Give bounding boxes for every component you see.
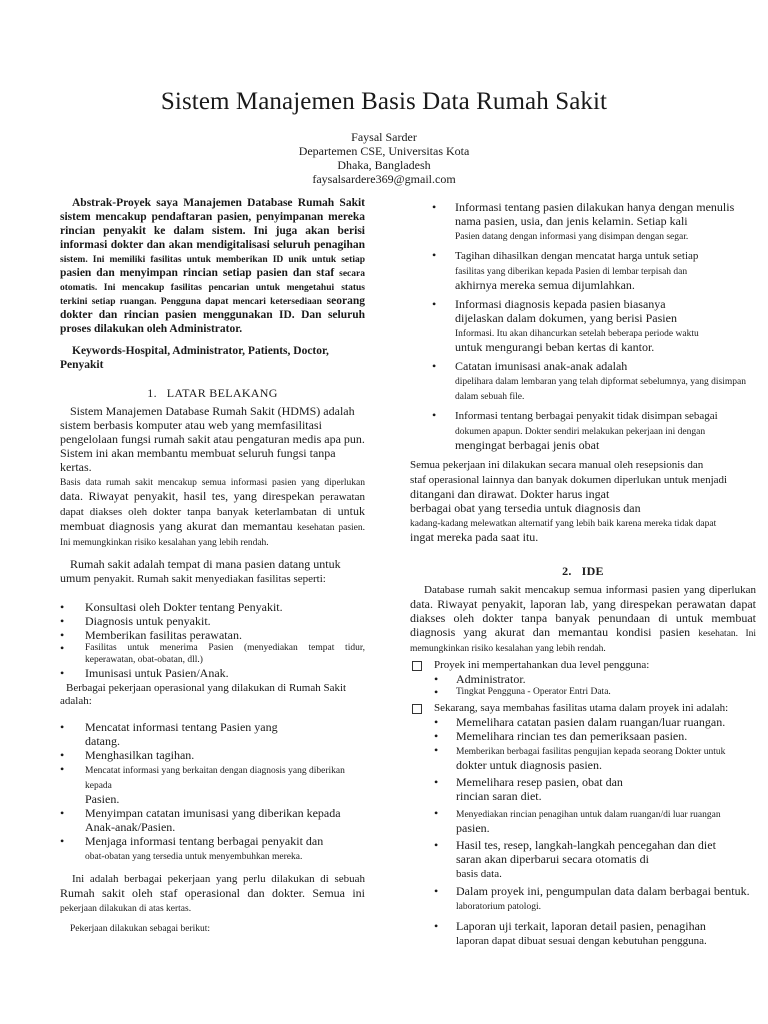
text-line: kadang-kadang melewatkan alternatif yang lebih baik karena mereka tidak dapat <box>410 519 717 529</box>
text-line: data. Riwayat penyakit, hasil tes, yang direspekan <box>60 489 315 503</box>
text-line: Semua pekerjaan ini dilakukan secara manual oleh resepsionis dan <box>410 459 704 471</box>
list-item-text: dipelihara dalam lembaran yang telah dipformat sebelumnya, yang disimpan <box>455 377 746 387</box>
text-line: Rumah sakit adalah tempat di mana pasien datang untuk umum <box>60 557 341 585</box>
list-item: • Memelihara rincian tes dan pemeriksaan pasien. <box>434 729 688 743</box>
checkbox-icon <box>412 661 422 671</box>
list-item: • Tingkat Pengguna - Operator Entri Data. <box>434 685 611 699</box>
facilities-list <box>410 715 756 948</box>
author-city: Dhaka, Bangladesh <box>337 158 431 172</box>
abstract-line: pasien dan menyimpan rincian setiap pasien dan staf <box>60 267 335 279</box>
list-item-text: Menyimpan catatan imunisasi yang diberikan kepada <box>85 806 341 820</box>
list-item-text: Diagnosis untuk penyakit. <box>85 614 211 628</box>
list-item-text: Laporan uji terkait, laporan detail pasien, penagihan <box>456 919 706 933</box>
text-line: pekerjaan dilakukan di atas kertas. <box>60 904 192 914</box>
list-item: • Tagihan dihasilkan dengan mencatat harga untuk setiap fasilitas yang diberikan kepada Pasien di lembar terpisah dan akhirnya mereka semua dijumlahkan. <box>432 248 699 292</box>
list-item: • Diagnosis untuk penyakit. <box>60 614 211 628</box>
paper-title: Sistem Manajemen Basis Data Rumah Sakit <box>160 88 608 115</box>
list-item-text: Memelihara resep pasien, obat dan <box>456 775 623 789</box>
user-levels-list <box>410 672 756 698</box>
text-line: ditangani dan dirawat. Dokter harus ingat <box>410 487 610 501</box>
section-title: LATAR BELAKANG <box>166 386 278 400</box>
list-item-text: laboratorium patologi. <box>456 902 541 912</box>
keywords-line: Keywords-Hospital, Administrator, Patients, Doctor, <box>72 345 329 357</box>
background-paragraph-2 <box>60 474 365 549</box>
list-item-text: obat-obatan yang tersedia untuk menyembuhkan mereka. <box>85 852 303 862</box>
list-item-text: fasilitas yang diberikan kepada Pasien di lembar terpisah dan <box>455 267 688 277</box>
list-item: • Informasi diagnosis kepada pasien biasanya dijelaskan dalam dokumen, yang berisi Pasien Informasi. Itu akan dihancurkan setelah beberapa periode waktu untuk mengurangi beban kertas di kantor. <box>432 297 699 354</box>
facility-list <box>60 600 365 680</box>
author-name: Faysal Sarder <box>351 130 417 144</box>
list-item: • Menjaga informasi tentang berbagai penyakit dan obat-obatan yang tersedia untuk menyembuhkan mereka. <box>60 834 324 862</box>
work-intro: Pekerjaan dilakukan sebagai berikut: <box>70 924 211 934</box>
list-item-text: dalam sebuah file. <box>455 392 525 402</box>
operations-intro: Berbagai pekerjaan operasional yang dilakukan di Rumah Sakit adalah: <box>60 682 347 707</box>
list-item: • Konsultasi oleh Dokter tentang Penyakit. <box>60 600 283 614</box>
section-title: IDE <box>581 564 604 578</box>
list-item-text: Mencatat informasi tentang Pasien yang <box>85 720 278 734</box>
section-number: 2. <box>562 564 572 578</box>
list-item-text: Dalam proyek ini, pengumpulan data dalam berbagai bentuk. <box>456 884 750 898</box>
abstract-line: status terkini setiap ruangan. Pengguna dapat mencari ketersediaan <box>60 283 365 307</box>
list-item-text: saran akan diperbarui secara otomatis di <box>456 852 649 866</box>
list-item-text: Hasil tes, resep, langkah-langkah pencegahan dan diet <box>456 838 716 852</box>
text-line: Rumah sakit oleh staf operasional dan dokter. Semua ini <box>60 886 365 900</box>
text-line: Basis data rumah sakit mencakup semua informasi pasien yang diperlukan <box>60 478 365 488</box>
text-line: fungsi rumah sakit atau pengaturan medis apa pun. Sistem ini <box>60 432 365 460</box>
operations-list <box>60 720 365 863</box>
section-heading-ide <box>410 564 756 578</box>
text-line: Ini adalah berbagai pekerjaan yang perlu dilakukan di sebuah <box>72 873 365 885</box>
list-item-text: basis data. <box>456 868 502 880</box>
list-item-text: Menjaga informasi tentang berbagai penyakit dan <box>85 834 324 848</box>
abstract-line: seluruh proses dilakukan oleh Administrator. <box>60 309 366 335</box>
list-item-text: Memberikan berbagai fasilitas pengujian kepada seorang Dokter untuk <box>456 747 726 757</box>
list-item: • Menghasilkan tagihan. <box>60 748 195 762</box>
operations-summary <box>60 871 365 915</box>
list-item: • Mencatat informasi yang berkaitan dengan diagnosis yang diberikan kepada Pasien. <box>60 762 345 806</box>
text-line: untuk membuat diagnosis yang akurat dan memantau <box>60 504 366 533</box>
text-line: untuk membuat diagnosis yang akurat dan memantau kondisi pasien <box>410 611 757 639</box>
text-line: Sekarang, saya membahas fasilitas utama dalam proyek ini adalah: <box>434 702 729 714</box>
list-item: • Memberikan berbagai fasilitas pengujian kepada seorang Dokter untuk dokter untuk diagnosis pasien. <box>434 743 726 772</box>
list-item-text: Memelihara catatan pasien dalam ruangan/luar ruangan. <box>456 715 726 729</box>
left-column <box>60 196 365 935</box>
keywords <box>60 344 365 372</box>
section-number: 1. <box>147 386 157 400</box>
facilities-intro <box>410 702 756 715</box>
list-item: • Memelihara resep pasien, obat dan rincian saran diet. <box>434 775 623 803</box>
section-heading-latar-belakang <box>60 386 365 400</box>
text-line: staf operasional lainnya dan banyak dokumen diperlukan untuk menjadi <box>410 474 728 486</box>
list-item-text: pasien. <box>456 821 490 835</box>
abstract-line: secara otomatis. Ini mencakup fasilitas pencarian untuk mengetahui <box>60 269 365 293</box>
manual-work-list <box>410 200 756 452</box>
list-item: • Administrator. <box>434 672 526 686</box>
keywords-line: Penyakit <box>60 359 104 371</box>
list-item-text: Pasien datang dengan informasi yang disimpan dengan segar. <box>455 232 689 242</box>
list-item-text: untuk mengurangi beban kertas di kantor. <box>455 340 655 354</box>
list-item-text: Mencatat informasi yang berkaitan dengan diagnosis yang diberikan kepada <box>85 766 345 791</box>
list-item: • Memberikan fasilitas perawatan. <box>60 628 242 642</box>
text-line: Database rumah sakit mencakup semua informasi pasien yang diperlukan <box>424 584 756 596</box>
list-item-text: akhirnya mereka semua dijumlahkan. <box>455 278 635 292</box>
abstract-line: sistem. Ini memiliki fasilitas untuk memberikan ID unik untuk setiap <box>60 255 365 265</box>
text-line: sistem berbasis komputer atau web yang memfasilitasi pengelolaan <box>60 418 322 446</box>
right-column <box>410 196 756 948</box>
list-item: • Catatan imunisasi anak-anak adalah dipelihara dalam lembaran yang telah dipformat sebelumnya, yang disimpan dalam sebuah file. <box>432 359 746 402</box>
list-item-text: laporan dapat dibuat sesuai dengan kebutuhan pengguna. <box>456 935 707 947</box>
list-item-text: Menghasilkan tagihan. <box>85 748 195 762</box>
list-item-text: rincian saran diet. <box>456 789 542 803</box>
list-item: • Hasil tes, resep, langkah-langkah pencegahan dan diet saran akan diperbarui secara otomatis di basis data. <box>434 838 716 880</box>
list-item-text: Memelihara rincian tes dan pemeriksaan pasien. <box>456 729 688 743</box>
list-item-text: Administrator. <box>456 672 526 686</box>
list-item-text: Fasilitas untuk menerima Pasien (menyediakan tempat tidur, keperawatan, obat-obatan, dll.) <box>85 643 365 665</box>
text-line: data. Riwayat penyakit, laporan lab, yang direspekan <box>410 597 673 611</box>
list-item-text: nama pasien, usia, dan jenis kelamin. Setiap kali <box>455 214 688 228</box>
abstract-line: rincian penyakit ke dalam sistem. Ini juga akan berisi <box>60 225 365 237</box>
list-item-text: Konsultasi oleh Dokter tentang Penyakit. <box>85 600 283 614</box>
text-line: penyakit. Rumah sakit menyediakan fasilitas seperti: <box>93 573 326 585</box>
checkbox-icon <box>412 704 422 714</box>
list-item: • Dalam proyek ini, pengumpulan data dalam berbagai bentuk. laboratorium patologi. <box>434 884 750 912</box>
list-item-text: Tagihan dihasilkan dengan mencatat harga untuk setiap <box>455 250 699 262</box>
list-item-text: Catatan imunisasi anak-anak adalah <box>455 359 628 373</box>
list-item-text: dijelaskan dalam dokumen, yang berisi Pasien <box>455 311 677 325</box>
text-line: akan membantu membuat seluruh fungsi tanpa kertas. <box>60 446 336 474</box>
abstract-line: sistem mencakup pendaftaran pasien, penyimpanan mereka <box>60 211 365 223</box>
user-levels-intro <box>410 659 756 672</box>
abstract-line: informasi dokter dan akan mendigitalisasi seluruh penagihan <box>60 239 365 251</box>
author-department: Departemen CSE, Universitas Kota <box>298 144 470 158</box>
list-item: • Imunisasi untuk Pasien/Anak. <box>60 666 229 680</box>
manual-work-paragraph <box>410 457 756 544</box>
background-paragraph-1 <box>60 404 365 474</box>
list-item: • Mencatat informasi tentang Pasien yang datang. <box>60 720 278 748</box>
abstract-line: seorang dokter dan rincian pasien menggunakan ID. Dan <box>60 295 365 321</box>
list-item: • Menyimpan catatan imunisasi yang diberikan kepada Anak-anak/Pasien. <box>60 806 341 834</box>
list-item-text: Imunisasi untuk Pasien/Anak. <box>85 666 229 680</box>
list-item-text: Memberikan fasilitas perawatan. <box>85 628 242 642</box>
list-item-text: Informasi. Itu akan dihancurkan setelah beberapa periode waktu <box>455 329 699 339</box>
text-line: Sistem Manajemen Database Rumah Sakit (HDMS) adalah <box>70 404 355 418</box>
list-item: • Memelihara catatan pasien dalam ruangan/luar ruangan. <box>434 715 726 729</box>
text-line: perawatan dapat diakses oleh dokter tanpa banyak penundaan di <box>410 597 756 625</box>
list-item: • Laporan uji terkait, laporan detail pasien, penagihan laporan dapat dibuat sesuai dengan kebutuhan pengguna. <box>434 919 707 947</box>
text-line: kesehatan pasien. Ini memungkinkan risiko kesalahan yang lebih rendah. <box>60 523 365 548</box>
list-item-text: Menyediakan rincian penagihan untuk dalam ruangan/di luar ruangan <box>456 810 721 820</box>
background-paragraph-3 <box>60 557 365 586</box>
list-item-text: Informasi diagnosis kepada pasien biasanya <box>455 297 666 311</box>
list-item-text: Tingkat Pengguna - Operator Entri Data. <box>456 687 611 697</box>
list-item-text: Anak-anak/Pasien. <box>85 820 176 834</box>
abstract-line: Abstrak-Proyek saya Manajemen Database Rumah Sakit <box>72 197 365 209</box>
text-line: berbagai obat yang tersedia untuk diagnosis dan <box>410 501 641 515</box>
list-item-text: Informasi tentang pasien dilakukan hanya dengan menulis <box>455 200 735 214</box>
list-item: • Fasilitas untuk menerima Pasien (menyediakan tempat tidur, keperawatan, obat-obatan, dll.) <box>60 641 365 665</box>
list-item-text: dokter untuk diagnosis pasien. <box>456 758 602 772</box>
paper-header <box>0 88 768 186</box>
list-item-text: Informasi tentang berbagai penyakit tidak disimpan sebagai <box>455 410 718 422</box>
list-item: • Informasi tentang pasien dilakukan hanya dengan menulis nama pasien, usia, dan jenis kelamin. Setiap kali Pasien datang dengan informasi yang disimpan dengan segar. <box>432 200 735 242</box>
list-item: • Menyediakan rincian penagihan untuk dalam ruangan/di luar ruangan pasien. <box>434 806 721 835</box>
idea-paragraph <box>410 582 756 655</box>
list-item-text: dokumen apapun. Dokter sendiri melakukan pekerjaan ini dengan <box>455 427 706 437</box>
text-line: Proyek ini mempertahankan dua level pengguna: <box>434 659 650 671</box>
list-item-text: datang. <box>85 734 120 748</box>
list-item: • Informasi tentang berbagai penyakit tidak disimpan sebagai dokumen apapun. Dokter sendiri melakukan pekerjaan ini dengan mengingat berbagai jenis obat <box>432 408 718 452</box>
text-line: kesehatan. Ini memungkinkan risiko kesalahan yang lebih rendah. <box>410 629 756 654</box>
abstract <box>60 196 365 336</box>
author-email: faysalsardere369@gmail.com <box>312 172 456 186</box>
list-item-text: Pasien. <box>85 792 120 806</box>
text-line: perawatan dapat diakses oleh dokter tanpa banyak keterlambatan di <box>60 491 365 518</box>
list-item-text: mengingat berbagai jenis obat <box>455 438 600 452</box>
text-line: ingat mereka pada saat itu. <box>410 530 539 544</box>
